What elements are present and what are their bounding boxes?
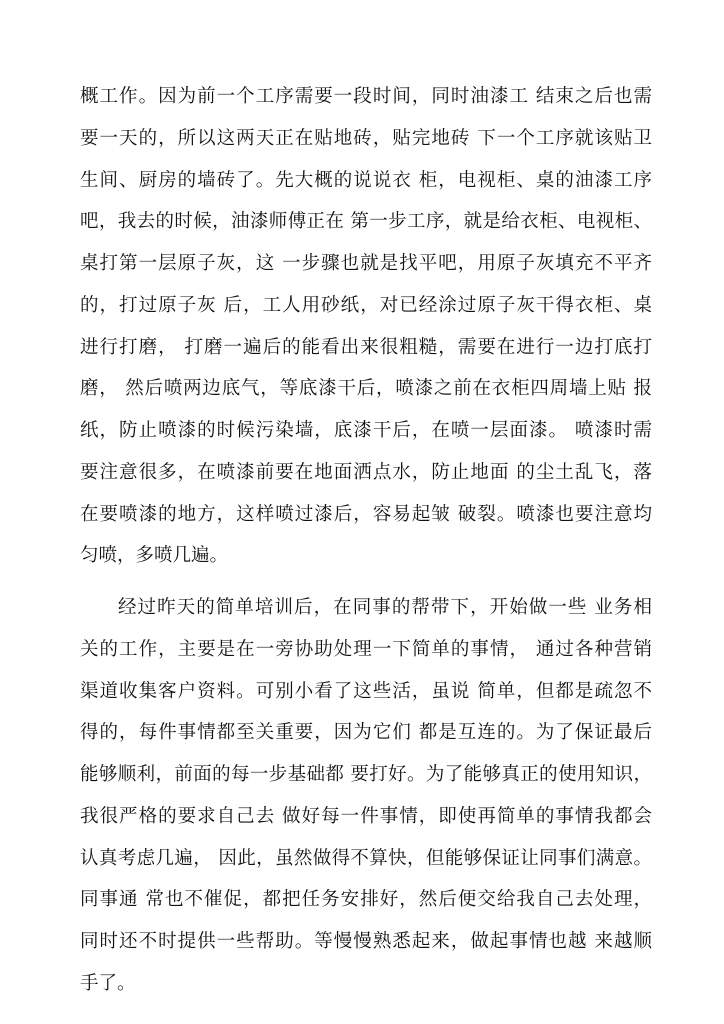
text-line: 要注意很多，在喷漆前要在地面洒点水，防止地面 的尘土乱飞，落 bbox=[80, 462, 652, 483]
text-line: 匀喷，多喷几遍。 bbox=[80, 545, 229, 566]
text-line: 桌打第一层原子灰，这 一步骤也就是找平吧，用原子灰填充不平齐 bbox=[80, 253, 652, 274]
text-line: 同时还不时提供一些帮助。等慢慢熟悉起来，做起事情也越 来越顺 bbox=[80, 931, 652, 952]
text-line: 概工作。因为前一个工序需要一段时间，同时油漆工 结束之后也需 bbox=[80, 86, 652, 107]
text-line: 在要喷漆的地方，这样喷过漆后，容易起皱 破裂。喷漆也要注意均 bbox=[80, 504, 652, 525]
text-line: 纸，防止喷漆的时候污染墙，底漆干后，在喷一层面漆。 喷漆时需 bbox=[80, 420, 652, 441]
text-line: 我很严格的要求自己去 做好每一件事情，即使再简单的事情我都会 bbox=[80, 806, 652, 827]
text-line: 进行打磨， 打磨一遍后的能看出来很粗糙，需要在进行一边打底打 bbox=[80, 337, 652, 358]
text-line: 手了。 bbox=[80, 973, 136, 994]
text-line: 认真考虑几遍， 因此，虽然做得不算快，但能够保证让同事们满意。 bbox=[80, 848, 652, 869]
text-line: 的，打过原子灰 后，工人用砂纸，对已经涂过原子灰干得衣柜、桌 bbox=[80, 295, 652, 316]
text-line: 同事通 常也不催促，都把任务安排好，然后便交给我自己去处理， bbox=[80, 889, 652, 910]
text-line: 生间、厨房的墙砖了。先大概的说说衣 柜，电视柜、桌的油漆工序 bbox=[80, 170, 652, 191]
text-line: 经过昨天的简单培训后，在同事的帮带下，开始做一些 业务相 bbox=[118, 597, 652, 618]
text-line: 关的工作，主要是在一旁协助处理一下简单的事情， 通过各种营销 bbox=[80, 639, 652, 660]
text-line: 得的，每件事情都至关重要，因为它们 都是互连的。为了保证最后 bbox=[80, 722, 652, 743]
text-line: 能够顺利，前面的每一步基础都 要打好。为了能够真正的使用知识， bbox=[80, 764, 652, 785]
text-line: 要一天的，所以这两天正在贴地砖，贴完地砖 下一个工序就该贴卫 bbox=[80, 128, 652, 149]
text-line: 渠道收集客户资料。可别小看了这些活，虽说 简单，但都是疏忽不 bbox=[80, 681, 652, 702]
text-line: 吧，我去的时候，油漆师傅正在 第一步工序，就是给衣柜、电视柜、 bbox=[80, 211, 652, 232]
text-line: 磨， 然后喷两边底气，等底漆干后，喷漆之前在衣柜四周墙上贴 报 bbox=[80, 378, 652, 399]
